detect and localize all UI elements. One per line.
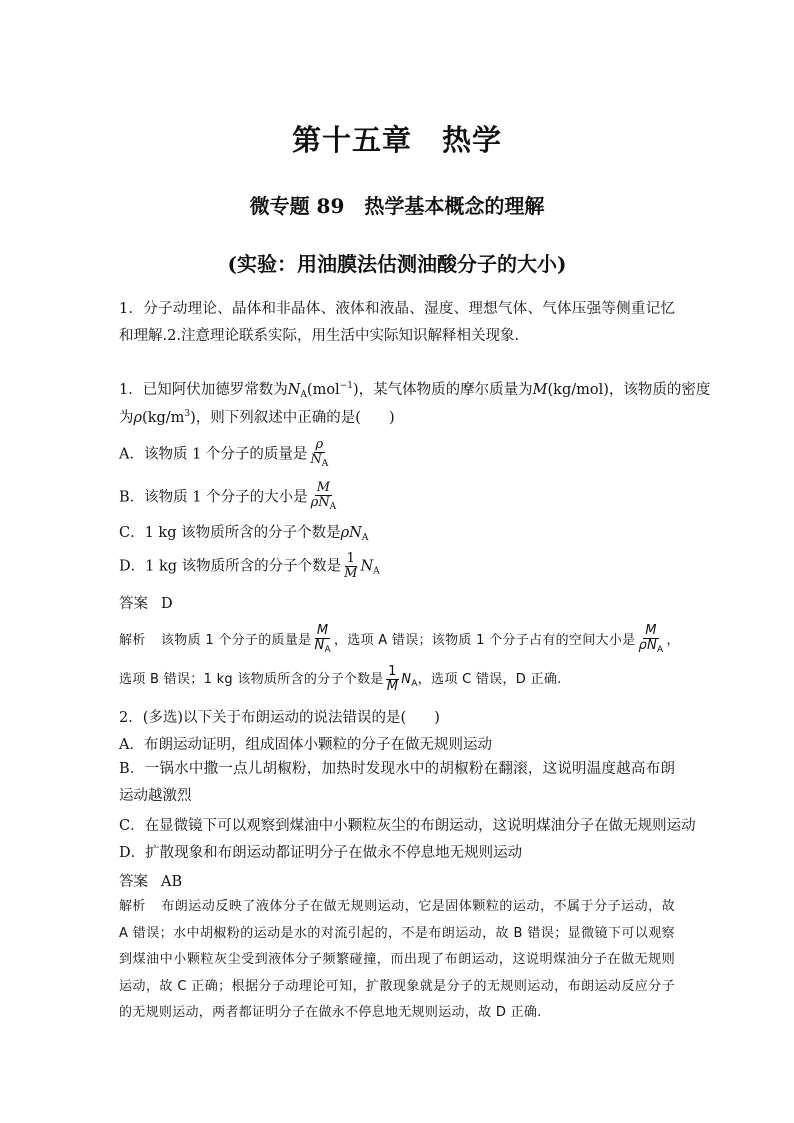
chapter-name: 热学 (442, 123, 503, 157)
fraction: $\frac{M}{\rho N_A}$ (638, 623, 664, 655)
fraction: $\frac{M}{\rho N_A}$ (310, 480, 337, 512)
topic-title (0, 190, 794, 219)
q1-stem-line2: 为$\rho(kg/m^3)$，则下列叙述中正确的是( ) (119, 409, 395, 426)
topic-name: 热学基本概念的理解 (364, 194, 545, 218)
q2-option-d: D．扩散现象和布朗运动都证明分子在做永不停息地无规则运动 (119, 845, 523, 861)
topic-subtitle: (实验：用油膜法估测油酸分子的大小) (227, 252, 567, 276)
fraction: $\frac{M}{N_A}$ (314, 623, 331, 655)
q2-option-c: C．在显微镜下可以观察到煤油中小颗粒灰尘的布朗运动，这说明煤油分子在做无规则运动 (119, 818, 696, 834)
q1-analysis-line1: 解析 该物质 1 个分子的质量是 $\frac{M}{N_A}$ ，选项 A 错误；该物质 1 个分子占有的空间大小是 $\frac{M}{\rho N_A}$ ， (119, 623, 680, 655)
q1-option-b: B．该物质 1 个分子的大小是 $\frac{M}{\rho N_A}$ (119, 480, 337, 512)
q1-answer: 答案 D (119, 596, 173, 612)
q2-option-a: A．布朗运动证明，组成固体小颗粒的分子在做无规则运动 (119, 737, 492, 753)
q1-analysis-line2: 选项 B 错误；1 kg 该物质所含的分子个数是 $\frac{1}{M}$ $N_A$，选项 C 错误，D 正确. (119, 664, 562, 694)
chapter-number: 第十五章 (291, 123, 412, 157)
chapter-title (0, 118, 794, 159)
fraction: $\frac{\rho}{N_A}$ (310, 437, 329, 469)
q2-analysis: 解析 布朗运动反映了液体分子在做无规则运动，它是固体颗粒的运动，不属于分子运动，故 A 错误；水中胡椒粉的运动是水的对流引起的，不是布朗运动，故 B 错误；显微镜下可以观察到煤油中小颗粒灰尘受到液体分子频繁碰撞，而出现了布朗运动，这说明煤油分子在做无规则运动，故 C 正确；根据分子动理论可知，扩散现象就是分子的无规则运动，布朗运动反应分子的无规则运动，两者都证明分子在做永不停息地无规则运动，故 D 正确. (119, 899, 675, 1020)
q1-option-c: C．1 kg 该物质所含的分子个数是$\rho N_A$ (119, 525, 369, 543)
fraction: $\frac{1}{M}$ (386, 664, 399, 694)
q2-answer: 答案 AB (119, 874, 183, 890)
q1-option-d: D．1 kg 该物质所含的分子个数是 $\frac{1}{M}$ $N_A$ (119, 551, 380, 581)
q2-option-b: B．一锅水中撒一点儿胡椒粉，加热时发现水中的胡椒粉在翻滚，这说明温度越高布朗运动越激烈 (119, 761, 675, 804)
fraction: $\frac{1}{M}$ (344, 551, 358, 581)
q1-option-a: A．该物质 1 个分子的质量是 $\frac{\rho}{N_A}$ (119, 437, 329, 469)
intro-paragraph: 1．分子动理论、晶体和非晶体、液体和液晶、湿度、理想气体、气体压强等侧重记忆和理解.2.注意理论联系实际，用生活中实际知识解释相关现象. (119, 301, 675, 344)
topic-number: 微专题 89 (249, 194, 345, 218)
q1-stem-line1: 1．已知阿伏加德罗常数为$N_A(mol^{-1})$，某气体物质的摩尔质量为M(kg/mol)，该物质的密度 (119, 381, 711, 400)
q2-stem: 2．(多选)以下关于布朗运动的说法错误的是( ) (119, 710, 440, 726)
